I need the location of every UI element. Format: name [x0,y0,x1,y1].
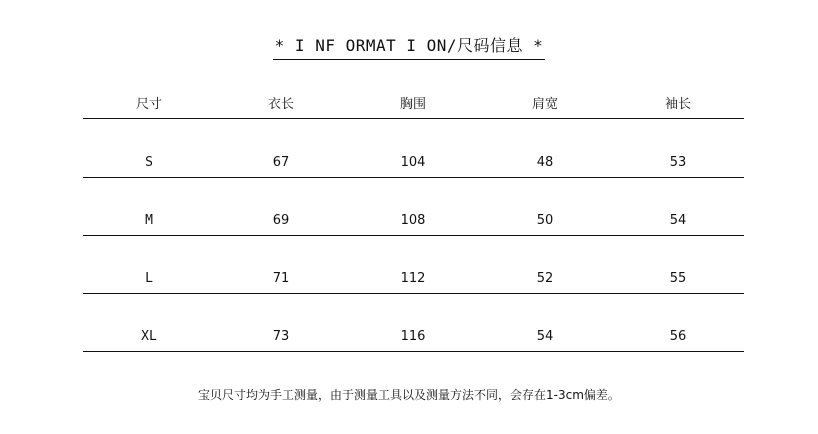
cell-shoulder: 48 [536,155,554,170]
cell-shoulder: 54 [536,329,554,344]
cell-length: 71 [272,271,290,286]
header-chest: 胸围 [399,97,426,112]
cell-size: L [145,271,153,286]
cell-sleeve: 53 [669,155,687,170]
table-row [83,235,744,294]
header-sleeve: 袖长 [664,97,691,112]
page-title-text: * I NF ORMAT I ON/尺码信息 * [273,36,546,60]
cell-shoulder: 52 [536,271,554,286]
cell-sleeve: 54 [669,213,687,228]
cell-sleeve: 56 [669,329,687,344]
cell-chest: 104 [400,155,426,170]
table-row [83,177,744,236]
header-length: 衣长 [267,97,294,112]
cell-length: 69 [272,213,290,228]
cell-size: M [145,213,153,228]
cell-size: XL [141,329,157,344]
table-header-row [83,92,744,119]
cell-shoulder: 50 [536,213,554,228]
page-title [0,36,818,60]
cell-length: 67 [272,155,290,170]
table-row [83,119,744,178]
cell-sleeve: 55 [669,271,687,286]
cell-chest: 108 [400,213,426,228]
header-size: 尺寸 [135,97,162,112]
cell-chest: 116 [400,329,426,344]
cell-length: 73 [272,329,290,344]
measurement-note: 宝贝尺寸均为手工测量，由于测量工具以及测量方法不同，会存在1-3cm偏差。 [198,388,620,402]
cell-chest: 112 [400,271,426,286]
header-shoulder: 肩宽 [531,97,558,112]
cell-size: S [145,155,153,170]
table-row [83,293,744,352]
